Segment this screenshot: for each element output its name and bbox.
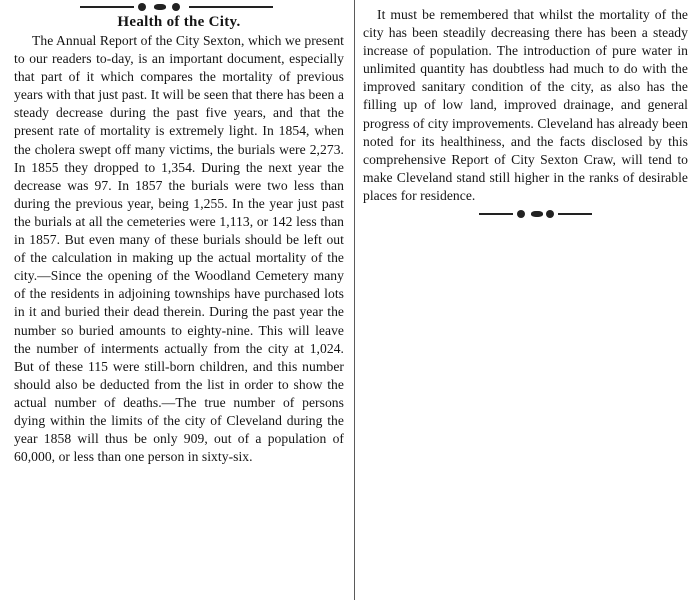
right-column bbox=[363, 0, 688, 219]
article-paragraph-2: It must be remembered that whilst the mortality of the city has been steadily decreasing there has been a steady increase of population. The introduction of pure water in unlimited quantity has doubtless had much to do with the improved sanitary condition of the city, as also has the filling up of low land, improved drainage, and general progress of city improvements. Cleveland has already been noted for its healthiness, and the facts disclosed by this comprehensive Report of City Sexton Craw, will tend to make Cleveland stand still higher in the ranks of desirable places for residence. bbox=[363, 7, 688, 203]
article-paragraph-1: The Annual Report of the City Sexton, which we present to our readers to-day, is an important document, especially that part of it which compares the mortality of previous years with that just past. It will be seen that there has been a steady decrease during the past five years, and that the present rate of mortality is extremely light. In 1854, when the cholera swept off many victims, the burials were 2,273. In 1855 they dropped to 1,354. During the next year the decrease was 97. In 1857 the burials were two less than during the previous year, being 1,255. In the year just past the burials at all the cemeteries were 1,113, or 142 less than in 1857. But even many of these burials should be left out of the calculation in making up the actual mortality of the city.—Since the opening of the Woodland Cemetery many of the residents in adjoining townships have purchased lots in it and buried their dead therein. During the past year the number so buried amounts to eighty-nine. This will leave the number of interments actually from the city at 1,024. But of these 115 were still-born children, and this number should also be deducted from the list in order to show the actual number of deaths.—The true number of persons dying within the limits of the city of Cleveland during the year 1858 will thus be only 909, out of a population of 60,000, or less than one person in sixty-six. bbox=[14, 33, 344, 465]
column-divider bbox=[354, 0, 355, 600]
article-headline: Health of the City. bbox=[117, 14, 241, 30]
end-ornament-rule bbox=[363, 209, 688, 219]
top-ornament-rule bbox=[14, 2, 344, 12]
left-column bbox=[14, 0, 344, 466]
